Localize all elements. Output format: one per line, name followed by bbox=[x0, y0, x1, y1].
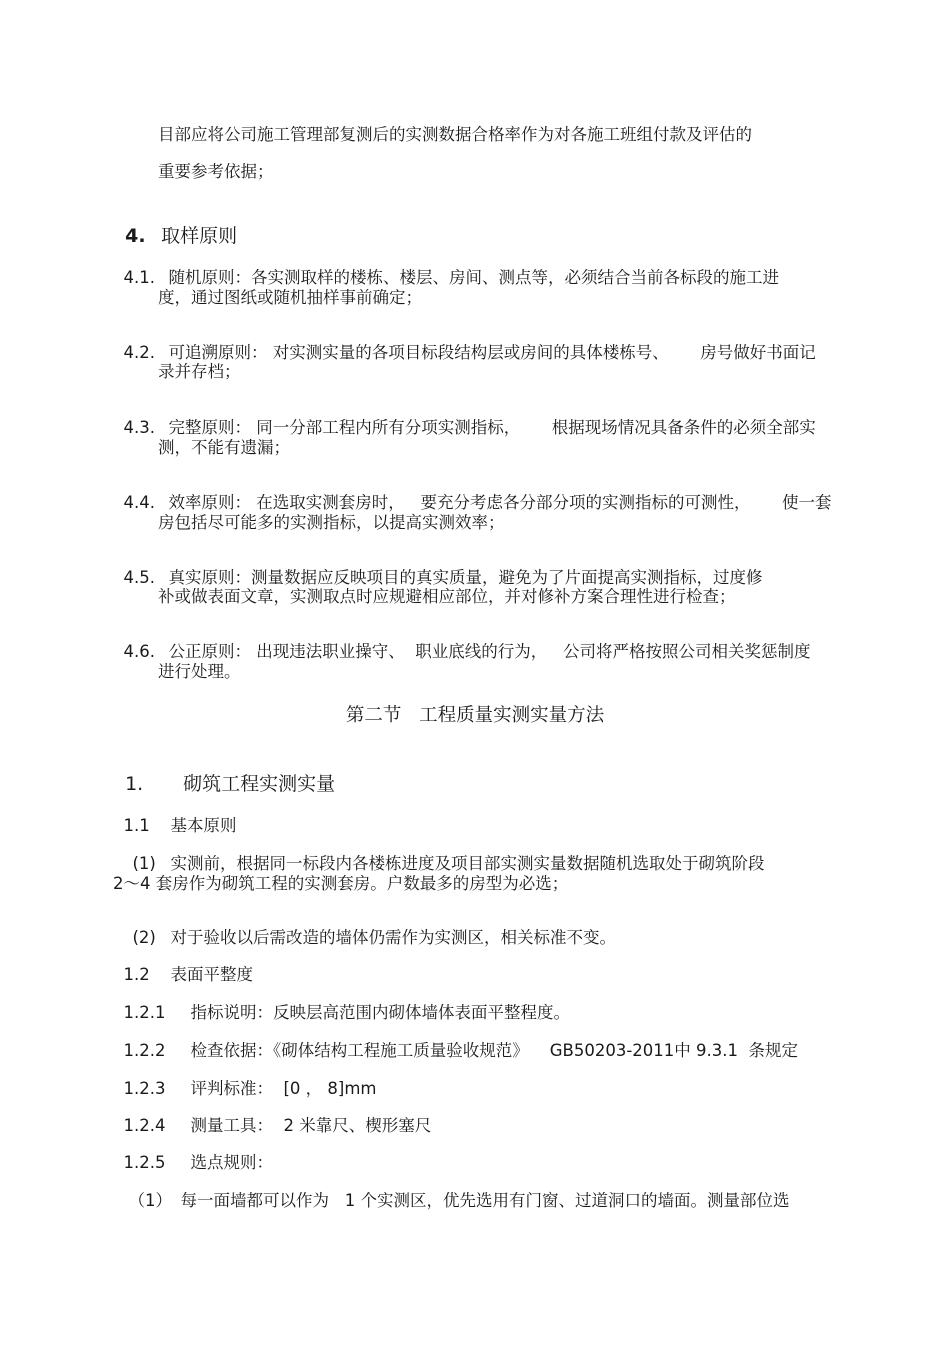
clause-1-2-5 bbox=[113, 1138, 273, 1171]
item-4-5-number: 4.5. bbox=[123, 567, 155, 587]
item-4-3 bbox=[113, 403, 816, 436]
clause-1-2-4 bbox=[113, 1101, 431, 1134]
list-item-1-continued: 2～4 套房作为砌筑工程的实测套房。户数最多的房型为必选； bbox=[113, 874, 569, 893]
clause-1-2-2 bbox=[113, 1026, 798, 1059]
list-item-1-text: 实测前，根据同一标段内各楼栋进度及项目部实测实量数据随机选取处于砌筑阶段 bbox=[170, 853, 765, 873]
part-1-title: 砌筑工程实测实量 bbox=[183, 773, 336, 795]
item-4-6-continued: 进行处理。 bbox=[158, 662, 241, 681]
subsection-1-1-title: 基本原则 bbox=[170, 815, 237, 835]
list-item-2 bbox=[122, 913, 616, 946]
item-4-3-text: 完整原则： 同一分部工程内所有分项实测指标， 根据现场情况具备条件的必须全部实 bbox=[168, 417, 816, 437]
clause-1-2-2-text: 检查依据：《砌体结构工程施工质量验收规范》 GB50203-2011中 9.3.1 条规定 bbox=[190, 1040, 798, 1060]
clause-1-2-5-number: 1.2.5 bbox=[123, 1152, 166, 1172]
item-4-1 bbox=[113, 253, 779, 286]
part-1-heading bbox=[113, 756, 335, 794]
item-4-3-continued: 测，不能有遗漏； bbox=[158, 438, 290, 457]
clause-1-2-3-number: 1.2.3 bbox=[123, 1078, 166, 1098]
item-4-6-text: 公正原则： 出现违法职业操守、 职业底线的行为， 公司将严格按照公司相关奖惩制度 bbox=[168, 641, 811, 661]
section-4-title: 取样原则 bbox=[161, 225, 238, 247]
clause-1-2-1 bbox=[113, 988, 570, 1021]
rule-item-1-text: 每一面墙都可以作为 1 个实测区，优先选用有门窗、过道洞口的墙面。测量部位选 bbox=[180, 1190, 790, 1210]
subsection-1-2-number: 1.2 bbox=[123, 964, 150, 984]
item-4-1-text: 随机原则：各实测取样的楼栋、楼层、房间、测点等，必须结合当前各标段的施工进 bbox=[168, 267, 779, 287]
item-4-5-continued: 补或做表面文章，实测取点时应规避相应部位，并对修补方案合理性进行检查； bbox=[158, 587, 736, 606]
rule-item-1-number: （1） bbox=[128, 1190, 172, 1210]
list-item-1 bbox=[122, 839, 765, 872]
part-1-number: 1. bbox=[125, 773, 144, 795]
item-4-3-number: 4.3. bbox=[123, 417, 155, 437]
subsection-1-1 bbox=[113, 801, 237, 834]
clause-1-2-1-number: 1.2.1 bbox=[123, 1002, 166, 1022]
item-4-2-continued: 录并存档； bbox=[158, 362, 241, 381]
item-4-2-text: 可追溯原则： 对实测实量的各项目标段结构层或房间的具体楼栋号、 房号做好书面记 bbox=[168, 342, 816, 362]
intro-line-2: 重要参考依据； bbox=[158, 162, 274, 181]
clause-1-2-4-text: 测量工具： 2 米靠尺、楔形塞尺 bbox=[190, 1115, 432, 1135]
section-4-heading bbox=[113, 208, 237, 246]
item-4-2 bbox=[113, 328, 816, 361]
clause-1-2-5-text: 选点规则： bbox=[190, 1152, 273, 1172]
list-item-2-number: (2) bbox=[132, 927, 156, 947]
intro-line-1: 目部应将公司施工管理部复测后的实测数据合格率作为对各施工班组付款及评估的 bbox=[158, 125, 752, 144]
item-4-4-text: 效率原则： 在选取实测套房时， 要充分考虑各分部分项的实测指标的可测性， 使一套 bbox=[168, 492, 832, 512]
clause-1-2-2-number: 1.2.2 bbox=[123, 1040, 166, 1060]
item-4-5 bbox=[113, 553, 763, 586]
clause-1-2-1-text: 指标说明：反映层高范围内砌体墙体表面平整程度。 bbox=[190, 1002, 570, 1022]
subsection-1-2-title: 表面平整度 bbox=[170, 964, 253, 984]
rule-item-1 bbox=[118, 1176, 789, 1209]
item-4-4 bbox=[113, 478, 831, 511]
item-4-4-continued: 房包括尽可能多的实测指标，以提高实测效率； bbox=[158, 513, 505, 532]
item-4-1-continued: 度，通过图纸或随机抽样事前确定； bbox=[158, 288, 422, 307]
clause-1-2-3-text: 评判标准： [0 ， 8]mm bbox=[190, 1078, 377, 1098]
item-4-1-number: 4.1. bbox=[123, 267, 155, 287]
clause-1-2-3 bbox=[113, 1064, 377, 1097]
item-4-5-text: 真实原则：测量数据应反映项目的真实质量，避免为了片面提高实测指标，过度修 bbox=[168, 567, 763, 587]
item-4-4-number: 4.4. bbox=[123, 492, 155, 512]
item-4-6-number: 4.6. bbox=[123, 641, 155, 661]
section-2-title: 第二节 工程质量实测实量方法 bbox=[345, 705, 605, 726]
section-4-number: 4. bbox=[125, 225, 146, 247]
item-4-6 bbox=[113, 627, 810, 660]
item-4-2-number: 4.2. bbox=[123, 342, 155, 362]
subsection-1-1-number: 1.1 bbox=[123, 815, 150, 835]
clause-1-2-4-number: 1.2.4 bbox=[123, 1115, 166, 1135]
subsection-1-2 bbox=[113, 950, 253, 983]
list-item-1-number: (1) bbox=[132, 853, 156, 873]
list-item-2-text: 对于验收以后需改造的墙体仍需作为实测区，相关标准不变。 bbox=[170, 927, 616, 947]
